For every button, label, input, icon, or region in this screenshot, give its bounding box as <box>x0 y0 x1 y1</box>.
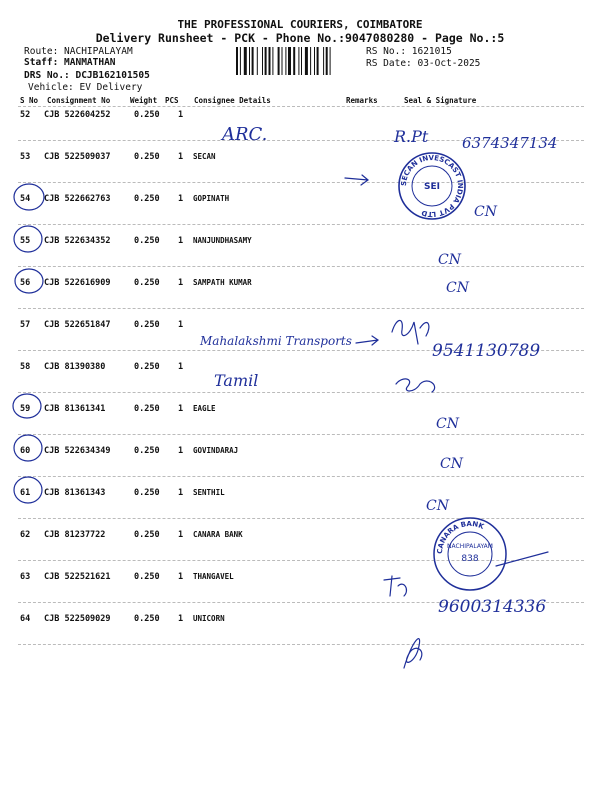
staff-label: Staff: MANMATHAN <box>24 57 116 68</box>
svg-text:NACHIPALAYAM: NACHIPALAYAM <box>447 543 493 550</box>
pcs-cell: 1 <box>178 110 184 120</box>
pcs-cell: 1 <box>178 320 184 330</box>
consignment-no-cell: CJB 81390380 <box>44 362 106 372</box>
col-weight: Weight <box>130 96 158 105</box>
s-no-cell: 60 <box>20 446 31 456</box>
canara-bank-stamp <box>434 518 506 590</box>
drs-label: DRS No.: DCJB162101505 <box>24 70 150 81</box>
hw-phone-63: 9600314336 <box>438 597 547 617</box>
arrow-mark-57 <box>356 336 378 345</box>
hw-cn-61: CN <box>426 498 449 514</box>
runsheet-subtitle: Delivery Runsheet - PCK - Phone No.:9047080280 - Page No.:5 <box>95 31 505 45</box>
circle-mark-60 <box>14 435 42 461</box>
hw-arc: ARC. <box>222 124 268 145</box>
hw-cn-59: CN <box>436 416 459 432</box>
consignee-cell: SECAN <box>193 152 216 161</box>
pcs-cell: 1 <box>178 278 184 288</box>
bottom-signature <box>404 639 422 668</box>
route-label: Route: NACHIPALAYAM <box>24 46 133 57</box>
vehicle-label: Vehicle: EV Delivery <box>28 82 143 93</box>
signature-57 <box>392 320 429 344</box>
svg-text:CANARA BANK: CANARA BANK <box>435 519 486 555</box>
consignment-no-cell: CJB 522509029 <box>44 614 111 624</box>
consignment-no-cell: CJB 81237722 <box>44 530 106 540</box>
consignment-no-cell: CJB 522662763 <box>44 194 111 204</box>
col-sno: S No <box>20 96 39 105</box>
s-no-cell: 54 <box>20 194 31 204</box>
secan-stamp <box>399 153 465 219</box>
weight-cell: 0.250 <box>134 236 160 246</box>
consignee-cell: UNICORN <box>193 614 225 623</box>
rs-number: RS No.: 1621015 <box>366 46 452 57</box>
weight-cell: 0.250 <box>134 488 160 498</box>
consignee-cell: THANGAVEL <box>193 572 234 581</box>
s-no-cell: 64 <box>20 614 31 624</box>
svg-text:838: 838 <box>461 554 479 564</box>
s-no-cell: 58 <box>20 362 31 372</box>
hw-cn-54: CN <box>474 204 497 220</box>
pcs-cell: 1 <box>178 362 184 372</box>
consignee-cell: GOPINATH <box>193 194 230 203</box>
weight-cell: 0.250 <box>134 278 160 288</box>
signature-63 <box>384 576 406 596</box>
hw-phone-57: 9541130789 <box>432 341 541 361</box>
s-no-cell: 53 <box>20 152 31 162</box>
weight-cell: 0.250 <box>134 320 160 330</box>
hw-mahalakshmi: Mahalakshmi Transports <box>200 334 352 348</box>
s-no-cell: 52 <box>20 110 31 120</box>
s-no-cell: 57 <box>20 320 31 330</box>
hw-tamil: Tamil <box>214 371 259 390</box>
pcs-cell: 1 <box>178 404 184 414</box>
col-remarks: Remarks <box>346 96 378 105</box>
s-no-cell: 62 <box>20 530 31 540</box>
weight-cell: 0.250 <box>134 404 160 414</box>
s-no-cell: 55 <box>20 236 31 246</box>
col-consignee: Consignee Details <box>194 96 271 105</box>
pcs-cell: 1 <box>178 572 184 582</box>
hw-phone-52: 6374347134 <box>462 134 558 152</box>
weight-cell: 0.250 <box>134 572 160 582</box>
circle-mark-54 <box>14 184 44 210</box>
consignment-no-cell: CJB 522604252 <box>44 110 111 120</box>
col-seal-signature: Seal & Signature <box>404 96 477 105</box>
hw-cn-55: CN <box>438 252 461 268</box>
consignment-no-cell: CJB 522651847 <box>44 320 111 330</box>
pcs-cell: 1 <box>178 194 184 204</box>
consignee-cell: CANARA BANK <box>193 530 243 539</box>
consignee-cell: EAGLE <box>193 404 216 413</box>
consignee-cell: SAMPATH KUMAR <box>193 278 252 287</box>
pcs-cell: 1 <box>178 152 184 162</box>
weight-cell: 0.250 <box>134 110 160 120</box>
col-consignment: Consignment No <box>47 96 111 105</box>
hw-cn-60: CN <box>440 456 463 472</box>
consignee-cell: NANJUNDHASAMY <box>193 236 252 245</box>
pcs-cell: 1 <box>178 446 184 456</box>
pcs-cell: 1 <box>178 236 184 246</box>
circle-mark-55 <box>14 226 42 252</box>
consignee-cell: GOVINDARAJ <box>193 446 239 455</box>
s-no-cell: 61 <box>20 488 31 498</box>
hw-sign-52: R.Pt <box>394 127 429 146</box>
weight-cell: 0.250 <box>134 152 160 162</box>
weight-cell: 0.250 <box>134 362 160 372</box>
weight-cell: 0.250 <box>134 194 160 204</box>
weight-cell: 0.250 <box>134 446 160 456</box>
weight-cell: 0.250 <box>134 530 160 540</box>
consignment-no-cell: CJB 522521621 <box>44 572 111 582</box>
pcs-cell: 1 <box>178 614 184 624</box>
consignment-no-cell: CJB 522616909 <box>44 278 111 288</box>
circle-mark-56 <box>15 269 43 293</box>
s-no-cell: 63 <box>20 572 31 582</box>
consignment-no-cell: CJB 522634349 <box>44 446 111 456</box>
consignment-no-cell: CJB 81361341 <box>44 404 106 414</box>
col-pcs: PCS <box>165 96 179 105</box>
rs-date: RS Date: 03-Oct-2025 <box>366 58 481 69</box>
hw-cn-56: CN <box>446 280 469 296</box>
s-no-cell: 56 <box>20 278 31 288</box>
weight-cell: 0.250 <box>134 614 160 624</box>
svg-text:SEI: SEI <box>424 182 440 192</box>
circle-mark-59 <box>13 394 41 418</box>
consignment-no-cell: CJB 522634352 <box>44 236 111 246</box>
ink-stroke <box>496 552 548 566</box>
pcs-cell: 1 <box>178 488 184 498</box>
consignment-no-cell: CJB 522509037 <box>44 152 111 162</box>
circle-mark-61 <box>14 477 42 503</box>
company-title: THE PROFESSIONAL COURIERS, COIMBATORE <box>177 18 423 31</box>
consignee-cell: SENTHIL <box>193 488 225 497</box>
signature-58 <box>396 379 435 392</box>
s-no-cell: 59 <box>20 404 31 414</box>
pcs-cell: 1 <box>178 530 184 540</box>
svg-text:SECAN INVESCAST INDIA PVT LTD: SECAN INVESCAST INDIA PVT LTD <box>399 153 465 219</box>
consignment-no-cell: CJB 81361343 <box>44 488 106 498</box>
arrow-mark-53 <box>345 175 368 185</box>
